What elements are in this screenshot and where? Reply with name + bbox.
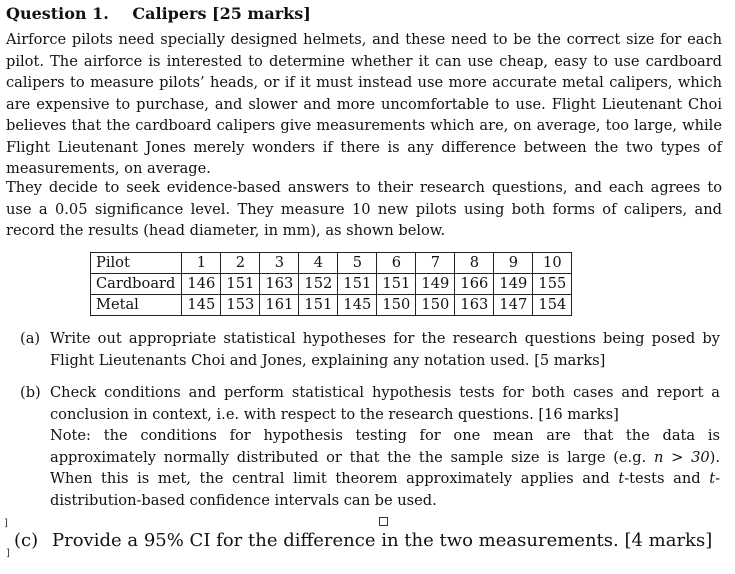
margin-mark-bottom: ]	[6, 548, 10, 559]
row-label: Cardboard	[91, 274, 182, 295]
table-cell: 149	[494, 274, 533, 295]
row-label: Metal	[91, 295, 182, 316]
table-cell: 163	[260, 274, 299, 295]
table-cell: 145	[182, 295, 221, 316]
row-label: Pilot	[91, 253, 182, 274]
part-a	[20, 328, 720, 371]
table-row	[91, 253, 572, 274]
table-row	[91, 274, 572, 295]
table-cell: 161	[260, 295, 299, 316]
table-cell: 7	[416, 253, 455, 274]
table-cell: 151	[377, 274, 416, 295]
intro-paragraph: Airforce pilots need specially designed helmets, and these need to be the correct size for each pilot. The airforce is interested to determine whether it can use cheap, easy to use cardboard calipers to measure pilots’ heads, or if it must instead use more accurate metal calipers, which are expensive to purchase, and slower and more uncomfortable to use. Flight Lieutenant Choi believes that the cardboard calipers give measurements which are, on average, too large, while Flight Lieutenant Jones merely wonders if there is any difference between the two types of measurements, on average.	[6, 31, 722, 177]
table-cell: 147	[494, 295, 533, 316]
part-b-text: Check conditions and perform statistical hypothesis tests for both cases and report a conclusion in context, i.e. with respect to the research questions. [16 marks]	[50, 384, 720, 423]
part-a-label: (a)	[20, 330, 41, 347]
table-cell: 163	[455, 295, 494, 316]
table-cell: 155	[533, 274, 572, 295]
sample-size-condition: n > 30	[653, 448, 710, 466]
part-c-label: (c)	[14, 530, 39, 551]
table-cell: 150	[377, 295, 416, 316]
part-b	[20, 382, 720, 511]
table-cell: 1	[182, 253, 221, 274]
table-cell: 151	[221, 274, 260, 295]
table-cell: 166	[455, 274, 494, 295]
table-cell: 2	[221, 253, 260, 274]
part-c	[14, 527, 724, 555]
table-cell: 149	[416, 274, 455, 295]
question-number: Question 1.	[6, 4, 109, 23]
part-c-text: Provide a 95% CI for the difference in the two measurements. [4 marks]	[52, 530, 713, 551]
table-cell: 153	[221, 295, 260, 316]
table-cell: 146	[182, 274, 221, 295]
measurement-table	[90, 252, 572, 316]
method-paragraph: They decide to seek evidence-based answers to their research questions, and each agrees to use a 0.05 significance level. They measure 10 new pilots using both forms of calipers, and record the results (head diameter, in mm), as shown below.	[6, 179, 722, 239]
table-cell: 154	[533, 295, 572, 316]
table-cell: 10	[533, 253, 572, 274]
margin-mark-top: ]	[4, 518, 8, 529]
table-cell: 152	[299, 274, 338, 295]
table-cell: 8	[455, 253, 494, 274]
table-cell: 3	[260, 253, 299, 274]
table-cell: 9	[494, 253, 533, 274]
table-cell: 4	[299, 253, 338, 274]
part-a-text: Write out appropriate statistical hypotheses for the research questions being posed by Flight Lieutenants Choi and Jones, explaining any notation used. [5 marks]	[50, 330, 720, 369]
table-cell: 6	[377, 253, 416, 274]
part-b-note: Note: the conditions for hypothesis testing for one mean are that the data is approximately normally distributed or that the the sample size is large (e.g. n > 30). When this is met, the central limit theorem approximately applies and t-tests and t-distribution-based confidence intervals can be used.	[50, 427, 721, 509]
question-title: Calipers [25 marks]	[132, 4, 311, 23]
table-row	[91, 295, 572, 316]
part-b-label: (b)	[20, 384, 41, 401]
table-cell: 151	[338, 274, 377, 295]
table-cell: 145	[338, 295, 377, 316]
question-heading	[6, 4, 311, 23]
table-cell: 150	[416, 295, 455, 316]
checkbox-icon	[379, 517, 388, 526]
table-cell: 151	[299, 295, 338, 316]
table-cell: 5	[338, 253, 377, 274]
